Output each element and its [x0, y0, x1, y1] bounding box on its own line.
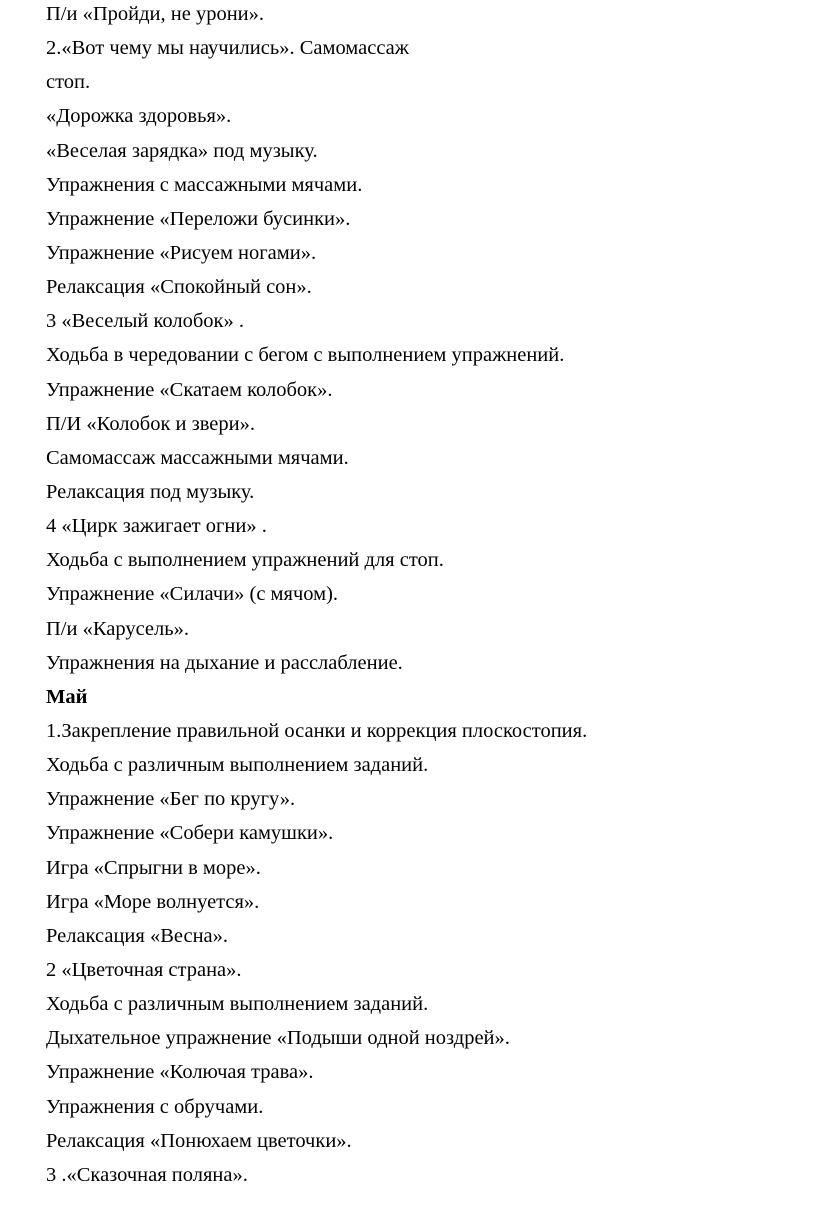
- text-line: Упражнение «Собери камушки».: [46, 822, 334, 845]
- text-line: П/И «Колобок и звери».: [46, 412, 256, 435]
- text-line: Ходьба с различным выполнением заданий.: [46, 754, 429, 777]
- text-line: Игра «Спрыгни в море».: [46, 856, 261, 879]
- text-line: Ходьба с выполнением упражнений для стоп.: [46, 549, 444, 572]
- text-line: Упражнение «Переложи бусинки».: [46, 207, 351, 230]
- text-line: Ходьба в чередовании с бегом с выполнением упражнений.: [46, 344, 565, 367]
- text-line: Упражнения с обручами.: [46, 1095, 264, 1118]
- text-line: 2.«Вот чему мы научились». Самомассаж: [46, 37, 409, 60]
- text-line: 1.Закрепление правильной осанки и коррекция плоскостопия.: [46, 719, 588, 742]
- text-line: Упражнение «Колючая трава».: [46, 1061, 314, 1084]
- text-line: Самомассаж массажными мячами.: [46, 446, 349, 469]
- text-line: Упражнение «Скатаем колобок».: [46, 378, 333, 401]
- text-line: Упражнение «Бег по кругу».: [46, 788, 296, 811]
- section-heading: Май: [46, 685, 88, 708]
- text-line: Релаксация «Понюхаем цветочки».: [46, 1129, 352, 1152]
- text-line: Упражнение «Силачи» (с мячом).: [46, 583, 339, 606]
- text-line: 3 .«Сказочная поляна».: [46, 1163, 248, 1186]
- text-line: стоп.: [46, 71, 91, 94]
- text-line: 2 «Цветочная страна».: [46, 958, 242, 981]
- text-line: П/и «Пройди, не урони».: [46, 3, 265, 25]
- text-line: Релаксация «Весна».: [46, 924, 229, 947]
- text-line: Упражнения на дыхание и расслабление.: [46, 651, 403, 674]
- text-line: Игра «Море волнуется».: [46, 890, 260, 913]
- text-line: «Веселая зарядка» под музыку.: [46, 139, 318, 162]
- text-line: 3 «Веселый колобок» .: [46, 310, 244, 333]
- text-line: Дыхательное упражнение «Подыши одной ноздрей».: [46, 1027, 510, 1050]
- text-line: Ходьба с различным выполнением заданий.: [46, 993, 429, 1016]
- text-line: «Дорожка здоровья».: [46, 105, 232, 128]
- text-line: 4 «Цирк зажигает огни» .: [46, 515, 267, 538]
- text-line: Упражнения с массажными мячами.: [46, 173, 363, 196]
- text-line: Упражнение «Рисуем ногами».: [46, 241, 317, 264]
- document-text-lines: [46, 0, 587, 1192]
- text-line: П/и «Карусель».: [46, 617, 189, 640]
- text-line: Релаксация «Спокойный сон».: [46, 276, 312, 299]
- text-line: Релаксация под музыку.: [46, 480, 255, 503]
